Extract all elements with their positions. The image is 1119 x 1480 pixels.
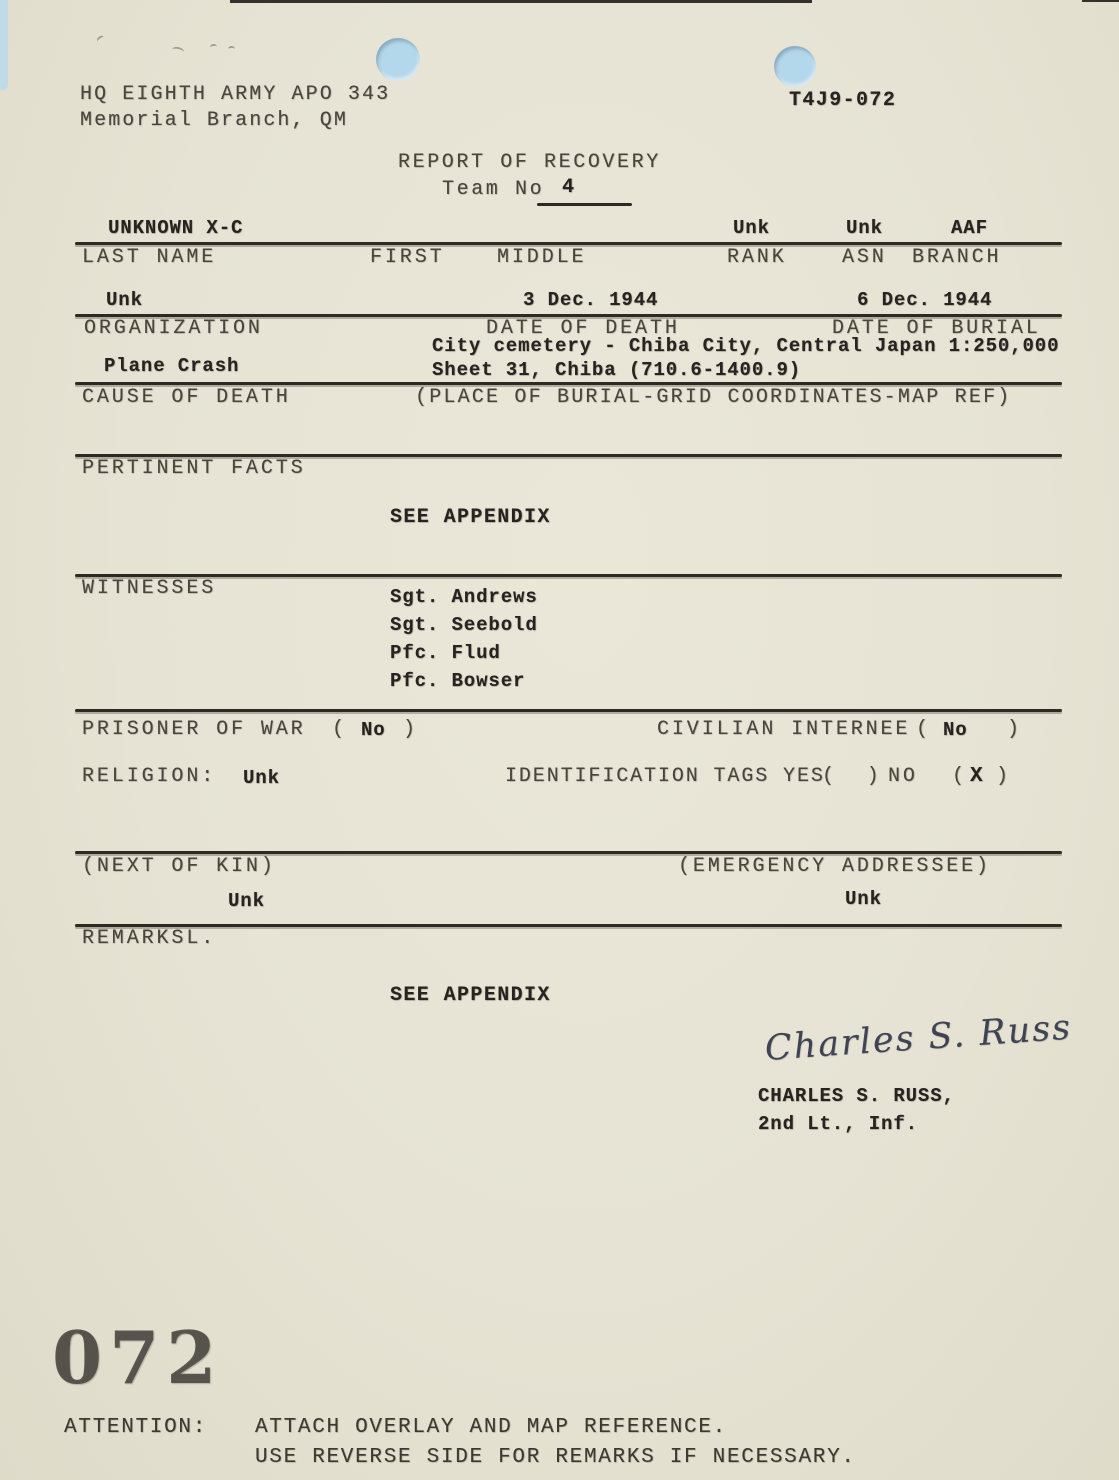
emergency-addressee-value: Unk [845,888,882,910]
rank-value: Unk [733,217,770,239]
id-tags-no-label: NO [888,765,918,788]
letterhead-line1: HQ EIGHTH ARMY APO 343 [80,83,391,106]
pencil-smudge [171,46,184,55]
witness-name: Sgt. Seebold [390,614,538,636]
attention-label: ATTENTION: [64,1416,208,1439]
branch-label: BRANCH [912,246,1002,269]
witness-name: Sgt. Andrews [390,586,538,608]
letterhead-line2: Memorial Branch, QM [80,109,348,132]
attention-line1: ATTACH OVERLAY AND MAP REFERENCE. [255,1416,727,1439]
last-name-label: LAST NAME [82,246,217,269]
report-title: REPORT OF RECOVERY [398,151,661,174]
burial-place-label: (PLACE OF BURIAL-GRID COORDINATES-MAP REF) [415,386,1012,409]
id-tags-label: IDENTIFICATION TAGS YES [505,765,825,788]
form-rule [75,574,1062,577]
form-rule [75,382,1062,385]
team-number-value: 4 [562,176,576,199]
remarks-label: REMARKSL. [82,927,217,950]
next-of-kin-value: Unk [228,890,265,912]
cause-of-death-value: Plane Crash [104,355,240,377]
asn-value: Unk [846,217,883,239]
witness-name: Pfc. Bowser [390,670,526,692]
witnesses-label: WITNESSES [82,577,217,600]
pow-paren-close: ) [403,718,418,741]
pencil-smudge [96,34,107,44]
date-of-burial-value: 6 Dec. 1944 [857,289,993,311]
organization-value: Unk [106,289,143,311]
scan-edge-artifact [0,0,8,90]
page-number-stamp: 072 [52,1315,224,1400]
rank-label: RANK [727,246,787,269]
form-rule [75,851,1062,854]
scan-edge-artifact [1082,0,1119,2]
first-name-label: FIRST [370,246,445,269]
religion-label: RELIGION: [82,765,217,788]
signature-typed-title: 2nd Lt., Inf. [758,1113,918,1135]
punch-hole [376,38,420,81]
id-tags-x-value: X [970,765,984,788]
asn-label: ASN [842,246,887,269]
internee-value: No [943,719,968,741]
pencil-smudge [228,46,235,52]
organization-label: ORGANIZATION [84,317,263,340]
pow-value: No [361,719,386,741]
burial-place-line2: Sheet 31, Chiba (710.6-1400.9) [432,360,801,385]
middle-name-label: MIDDLE [497,246,587,269]
id-tags-x-paren-close: ) [996,765,1011,788]
witness-name: Pfc. Flud [390,642,501,664]
punch-hole [774,46,816,87]
next-of-kin-label: (NEXT OF KIN) [82,855,276,878]
id-tags-yes-parens: ( ) [822,765,882,788]
form-rule [75,709,1062,712]
burial-place-line1: City cemetery - Chiba City, Central Japan 1:250,000 [432,335,1060,357]
id-tags-x-paren-open: ( [952,765,967,788]
signature-typed-name: CHARLES S. RUSS, [758,1085,955,1107]
date-of-burial-label: DATE OF BURIAL [832,317,1041,340]
document-number: T4J9-072 [789,89,897,112]
cause-of-death-label: CAUSE OF DEATH [82,386,291,409]
team-number-underline [537,203,632,206]
attention-line2: USE REVERSE SIDE FOR REMARKS IF NECESSARY. [255,1446,856,1469]
last-name-value: UNKNOWN X-C [108,217,244,239]
date-of-death-value: 3 Dec. 1944 [523,289,659,311]
religion-value: Unk [243,767,280,789]
handwritten-signature: Charles S. Russ [763,1007,1074,1069]
internee-paren-close: ) [1007,718,1022,741]
pertinent-facts-value: SEE APPENDIX [390,506,551,529]
prisoner-of-war-label: PRISONER OF WAR [82,718,306,741]
form-rule [75,242,1062,245]
pow-paren-open: ( [332,718,347,741]
pertinent-facts-label: PERTINENT FACTS [82,457,306,480]
date-of-death-label: DATE OF DEATH [486,317,680,340]
pencil-smudge [210,44,218,51]
scan-edge-artifact [230,0,812,3]
branch-value: AAF [951,217,988,239]
remarks-value: SEE APPENDIX [390,984,551,1007]
team-number-label: Team No [442,178,545,201]
internee-paren-open: ( [916,718,931,741]
form-rule [75,924,1062,927]
emergency-addressee-label: (EMERGENCY ADDRESSEE) [678,855,991,878]
civilian-internee-label: CIVILIAN INTERNEE [657,718,911,741]
